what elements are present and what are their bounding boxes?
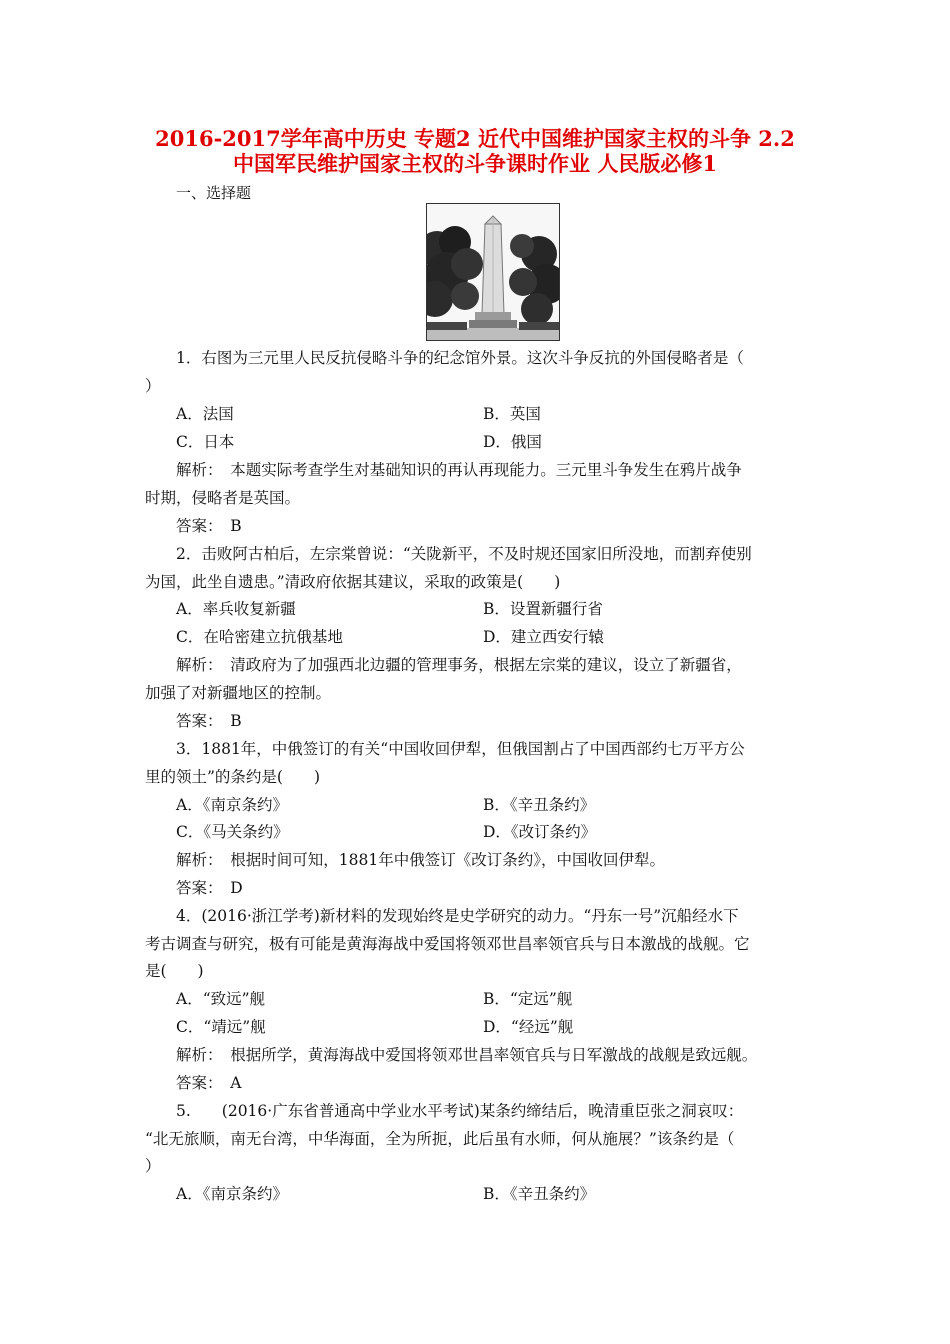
q5-stem-line-2: “北无旅顺，南无台湾，中华海面，全为所扼，此后虽有水师，何从施展？”该条约是（	[145, 1130, 735, 1148]
q2-option-a: A．率兵收复新疆	[176, 600, 296, 618]
q4-option-d: D．“经远”舰	[483, 1018, 574, 1036]
memorial-photo	[426, 203, 560, 341]
q4-answer: 答案： A	[176, 1074, 242, 1092]
q2-option-c: C．在哈密建立抗俄基地	[176, 628, 343, 646]
q2-option-b: B．设置新疆行省	[483, 600, 603, 618]
q3-option-b: B．《辛丑条约》	[483, 796, 596, 814]
q1-answer: 答案： B	[176, 517, 242, 535]
q1-stem-line-2: ）	[145, 377, 161, 395]
document-title-line-1: 2016-2017学年高中历史 专题2 近代中国维护国家主权的斗争 2.2	[155, 126, 795, 151]
q1-stem-line-1: 1．右图为三元里人民反抗侵略斗争的纪念馆外景。这次斗争反抗的外国侵略者是（	[176, 349, 744, 367]
q2-stem-line-2: 为国，此坐自遗患。”清政府依据其建议，采取的政策是( )	[145, 573, 561, 591]
q3-stem-line-2: 里的领土”的条约是( )	[145, 768, 321, 786]
q5-stem-line-3: ）	[145, 1157, 161, 1175]
q1-explanation-line-1: 解析： 本题实际考查学生对基础知识的再认再现能力。三元里斗争发生在鸦片战争	[176, 461, 742, 479]
q1-option-a: A．法国	[176, 405, 234, 423]
section-heading: 一、选择题	[176, 184, 252, 202]
q4-stem-line-3: 是( )	[145, 962, 204, 980]
q3-answer: 答案： D	[176, 879, 243, 897]
q4-option-a: A．“致远”舰	[176, 990, 266, 1008]
q2-answer: 答案： B	[176, 712, 242, 730]
q5-option-a: A．《南京条约》	[176, 1185, 288, 1203]
q3-option-c: C．《马关条约》	[176, 823, 289, 841]
q5-stem-line-1: 5. (2016·广东省普通高中学业水平考试)某条约缔结后，晚清重臣张之洞哀叹：	[176, 1102, 744, 1120]
q1-option-c: C．日本	[176, 433, 235, 451]
q2-explanation-line-1: 解析： 清政府为了加强西北边疆的管理事务，根据左宗棠的建议，设立了新疆省，	[176, 656, 742, 674]
q2-option-d: D．建立西安行辕	[483, 628, 604, 646]
q4-option-b: B．“定远”舰	[483, 990, 573, 1008]
q3-option-d: D．《改订条约》	[483, 823, 597, 841]
q1-option-d: D．俄国	[483, 433, 542, 451]
q4-explanation: 解析： 根据所学，黄海海战中爱国将领邓世昌率领官兵与日军激战的战舰是致远舰。	[176, 1046, 758, 1064]
document-title-line-2: 中国军民维护国家主权的斗争课时作业 人民版必修1	[233, 151, 717, 176]
q4-stem-line-1: 4．(2016·浙江学考)新材料的发现始终是史学研究的动力。“丹东一号”沉船经水下	[176, 907, 739, 925]
q1-option-b: B．英国	[483, 405, 541, 423]
q4-option-c: C．“靖远”舰	[176, 1018, 266, 1036]
q4-stem-line-2: 考古调查与研究，极有可能是黄海海战中爱国将领邓世昌率领官兵与日本激战的战舰。它	[145, 935, 750, 953]
q1-explanation-line-2: 时期，侵略者是英国。	[145, 489, 301, 507]
q3-stem-line-1: 3．1881年，中俄签订的有关“中国收回伊犁，但俄国割占了中国西部约七万平方公	[176, 740, 745, 758]
q2-stem-line-1: 2．击败阿古柏后，左宗棠曾说：“关陇新平，不及时规还国家旧所没地，而割弃使别	[176, 545, 752, 563]
q3-option-a: A．《南京条约》	[176, 796, 288, 814]
q5-option-b: B．《辛丑条约》	[483, 1185, 596, 1203]
q3-explanation: 解析： 根据时间可知，1881年中俄签订《改订条约》，中国收回伊犁。	[176, 851, 665, 869]
q2-explanation-line-2: 加强了对新疆地区的控制。	[145, 684, 332, 702]
